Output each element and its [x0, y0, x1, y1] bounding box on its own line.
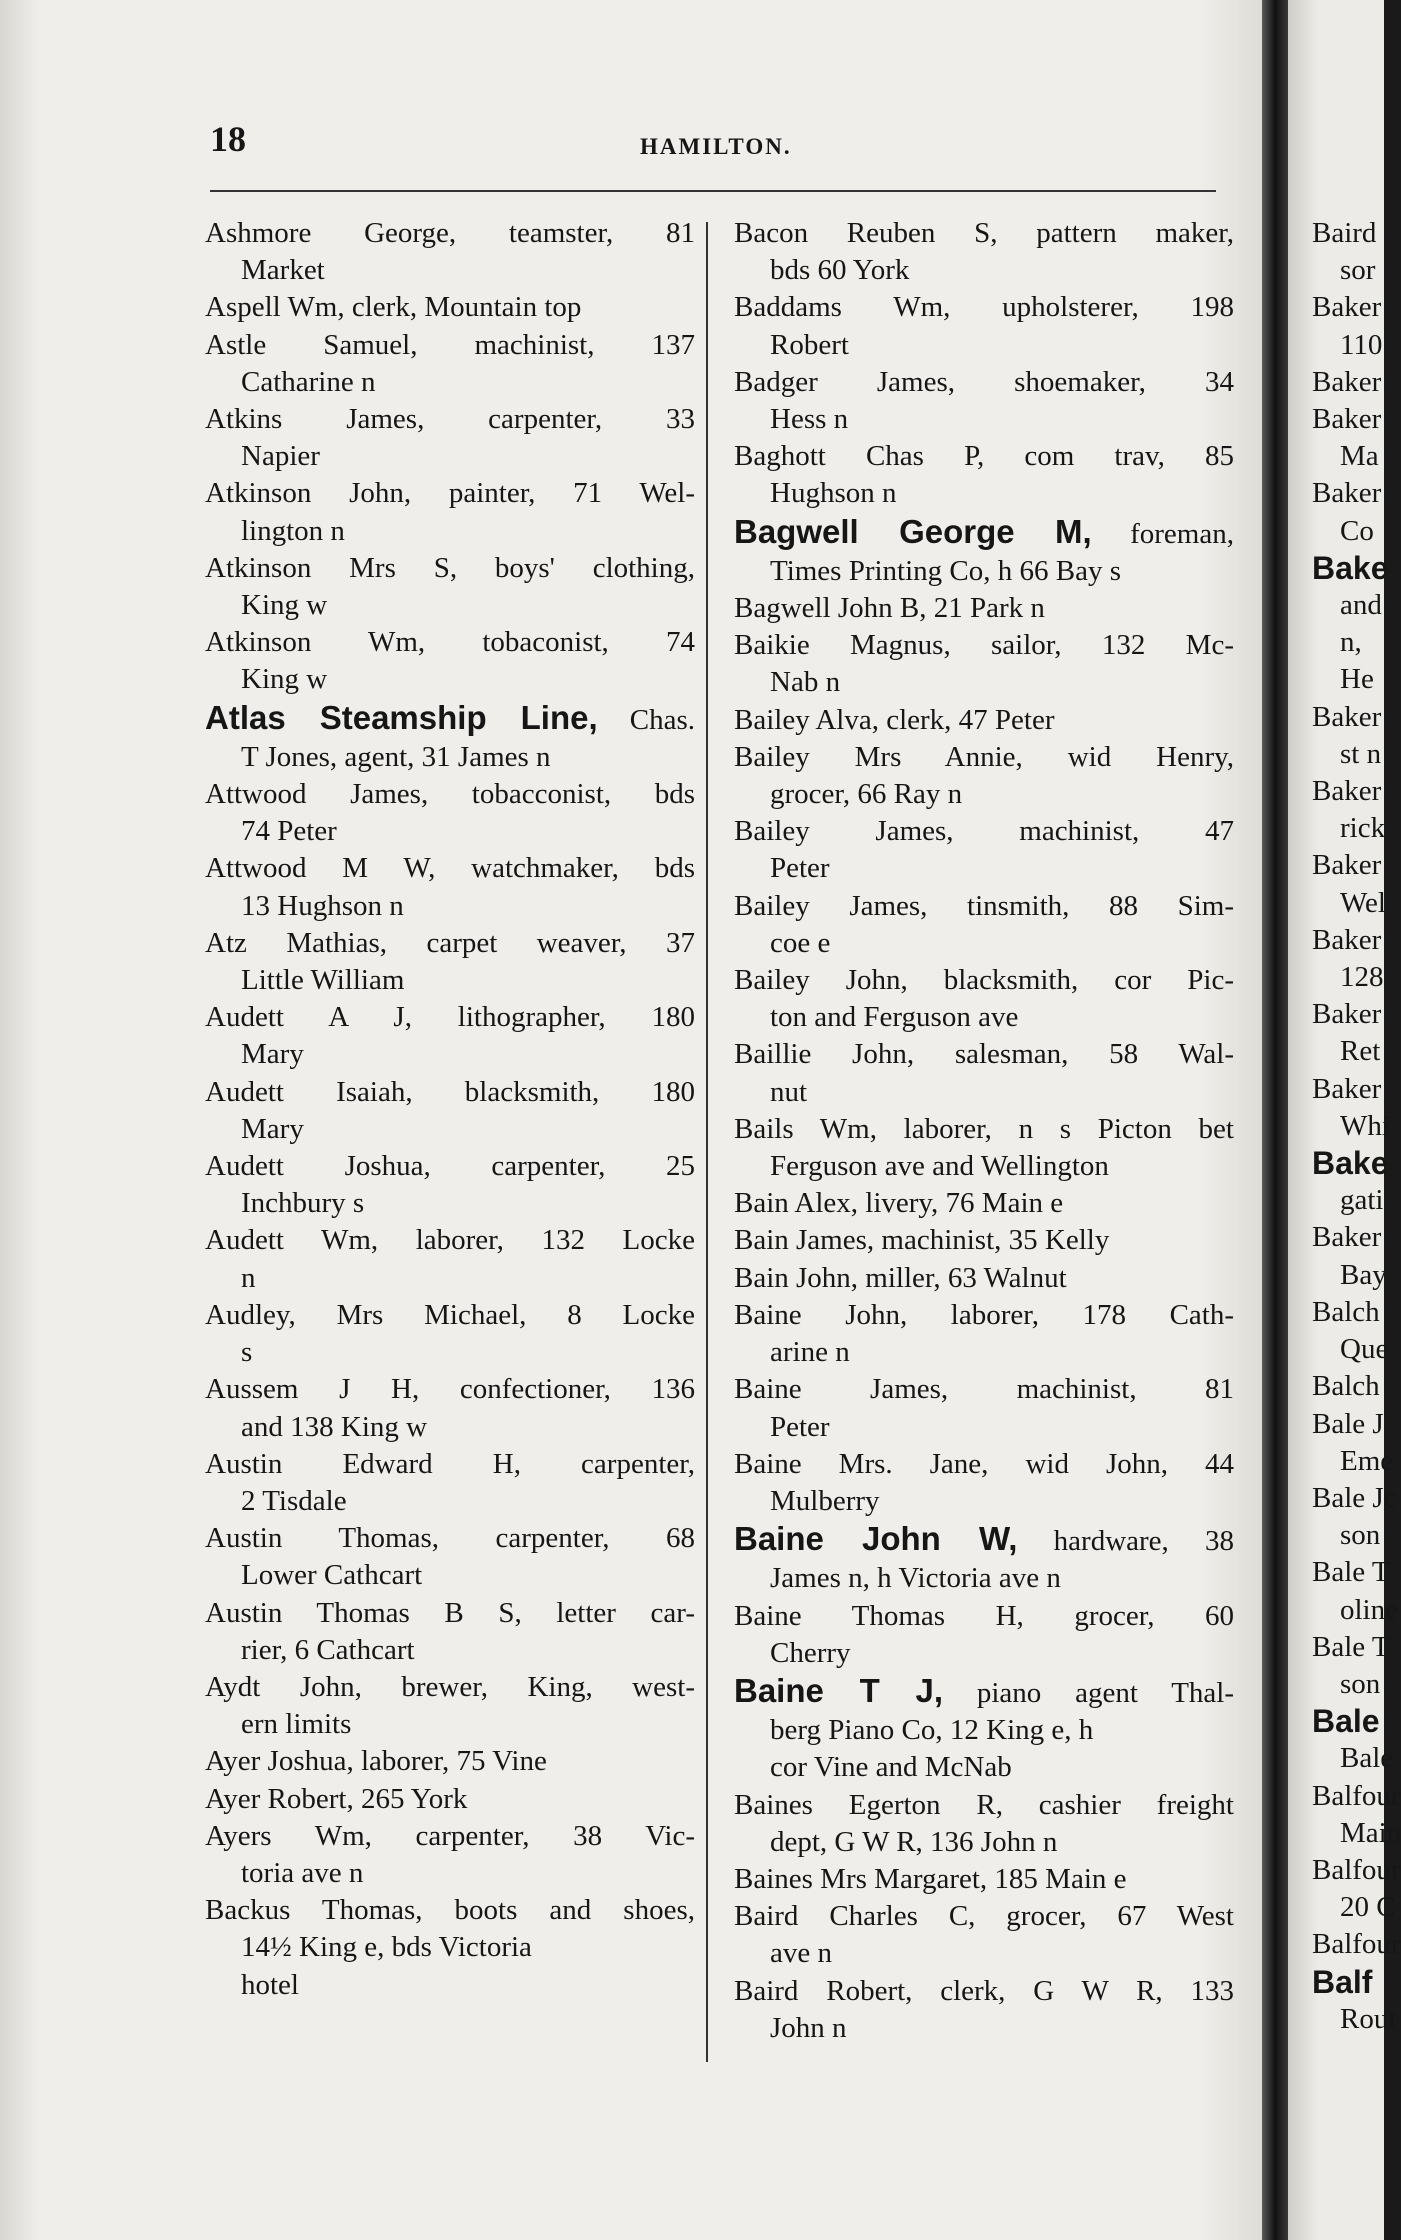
- next-page-fragment: Eme: [1340, 1444, 1394, 1477]
- entry-continuation-line: 2 Tisdale: [241, 1484, 347, 1517]
- next-page-fragment: Bale Jc: [1312, 1481, 1397, 1514]
- directory-entry: [205, 850, 695, 924]
- next-page-fragment: n,: [1340, 626, 1362, 659]
- entry-first-line: Aussem J H, confectioner, 136: [205, 1373, 695, 1406]
- next-page-fragment: Co: [1340, 514, 1374, 547]
- entry-first-line: Bailey Alva, clerk, 47 Peter: [734, 703, 1055, 736]
- directory-entry: [205, 1595, 695, 1669]
- entry-continuation-line: grocer, 66 Ray n: [770, 778, 963, 811]
- entry-continuation-line: bds 60 York: [770, 254, 910, 287]
- entry-first-line: Baird Charles C, grocer, 67 West: [734, 1900, 1234, 1933]
- directory-entry: [205, 1818, 695, 1892]
- entry-first-line: Backus Thomas, boots and shoes,: [205, 1894, 695, 1927]
- next-page-fragment: Baker: [1312, 1221, 1382, 1254]
- next-page-fragment: son: [1340, 1667, 1381, 1700]
- next-page-fragment: Rout: [1340, 2002, 1397, 2035]
- entry-continuation-line: Mary: [241, 1038, 304, 1071]
- directory-entry: [205, 289, 695, 326]
- entry-continuation-line: Robert: [770, 328, 849, 361]
- directory-entry: [734, 1787, 1234, 1861]
- entry-first-line: Atkinson Mrs S, boys' clothing,: [205, 551, 695, 584]
- entry-first-line: Atz Mathias, carpet weaver, 37: [205, 926, 695, 959]
- entry-continuation-line: Mulberry: [770, 1484, 880, 1517]
- entry-first-line: Bacon Reuben S, pattern maker,: [734, 217, 1234, 249]
- entry-first-line: Baine James, machinist, 81: [734, 1373, 1234, 1406]
- entry-first-line: Audett Wm, laborer, 132 Locke: [205, 1224, 695, 1257]
- next-page-fragment: Bale J: [1312, 1407, 1384, 1440]
- next-page-fragment: rick: [1340, 812, 1386, 845]
- entry-description: Chas.: [597, 703, 695, 736]
- next-page-fragment: Bale: [1340, 1742, 1394, 1775]
- entry-continuation-line: 13 Hughson n: [241, 889, 404, 922]
- entry-continuation-line: hotel: [241, 1968, 299, 2001]
- entry-first-line: Badger James, shoemaker, 34: [734, 365, 1234, 398]
- next-page-fragment: Wel: [1340, 886, 1386, 919]
- directory-entry: [205, 1148, 695, 1222]
- next-page-fragment: Baker: [1312, 700, 1382, 733]
- directory-entry: [205, 1074, 695, 1148]
- directory-entry: [734, 1520, 1234, 1597]
- directory-entry: [734, 702, 1234, 739]
- page-number: 18: [210, 119, 246, 159]
- directory-entry: [734, 739, 1234, 813]
- entry-continuation-line: Mary: [241, 1112, 304, 1145]
- entry-first-line: [734, 513, 1234, 553]
- entry-continuation-line: Market: [241, 254, 325, 287]
- entry-first-line: Baines Egerton R, cashier freight: [734, 1788, 1234, 1821]
- directory-entry: [205, 1297, 695, 1371]
- book-gutter: [1262, 0, 1288, 2240]
- entry-first-line: Bailey Mrs Annie, wid Henry,: [734, 740, 1234, 773]
- next-page-fragment: gati: [1340, 1184, 1384, 1217]
- entry-continuation-line: 74 Peter: [241, 815, 337, 848]
- entry-first-line: Audett Isaiah, blacksmith, 180: [205, 1075, 695, 1108]
- entry-continuation-line: John n: [770, 2011, 847, 2044]
- entry-first-line: Baikie Magnus, sailor, 132 Mc-: [734, 629, 1234, 662]
- entry-first-line: Ayer Joshua, laborer, 75 Vine: [205, 1745, 547, 1778]
- entry-continuation-line: toria ave n: [241, 1856, 364, 1889]
- entry-continuation-line: King w: [241, 663, 328, 696]
- directory-entry: [734, 1672, 1234, 1787]
- entry-first-line: [205, 699, 695, 739]
- next-page-fragment: Balch: [1312, 1295, 1380, 1328]
- entry-continuation-line: 14½ King e, bds Victoria: [241, 1931, 532, 1964]
- directory-entry: [734, 590, 1234, 627]
- entry-continuation-line: Hess n: [770, 403, 849, 436]
- header-rule: [210, 190, 1216, 192]
- entry-first-line: Baird Robert, clerk, G W R, 133: [734, 1974, 1234, 2007]
- entry-continuation-line: Peter: [770, 852, 830, 885]
- directory-entry: [734, 1446, 1234, 1520]
- directory-entry: [205, 327, 695, 401]
- directory-entry: [734, 962, 1234, 1036]
- entry-first-line: Bailey John, blacksmith, cor Pic-: [734, 964, 1234, 997]
- next-page-edge: [1288, 0, 1401, 2240]
- entry-first-line: Attwood James, tobacconist, bds: [205, 778, 695, 811]
- entry-continuation-line: Peter: [770, 1410, 830, 1443]
- directory-entry: [734, 1898, 1234, 1972]
- directory-entry: [205, 925, 695, 999]
- entry-continuation-line: ton and Ferguson ave: [770, 1001, 1019, 1034]
- directory-entry: [734, 1861, 1234, 1898]
- next-page-fragment: Baker: [1312, 998, 1382, 1031]
- directory-entry: [734, 1371, 1234, 1445]
- next-page-fragment: sor: [1340, 254, 1376, 287]
- directory-entry: [734, 1297, 1234, 1371]
- entry-continuation-line: King w: [241, 589, 328, 622]
- entry-continuation-line: ern limits: [241, 1708, 352, 1741]
- entry-continuation-line: coe e: [770, 926, 831, 959]
- next-page-fragment: He: [1340, 663, 1374, 696]
- next-page-fragment: Balf: [1312, 1963, 1373, 2000]
- directory-entry: [205, 1520, 695, 1594]
- entry-first-line: Bain John, miller, 63 Walnut: [734, 1261, 1067, 1294]
- directory-entry: [734, 438, 1234, 512]
- entry-continuation-line: Cherry: [770, 1636, 851, 1669]
- directory-entry: [734, 813, 1234, 887]
- entry-first-line: [734, 1520, 1234, 1560]
- directory-entry: [205, 1743, 695, 1780]
- next-page-fragment: 110: [1340, 328, 1383, 361]
- entry-first-line: [734, 1672, 1234, 1712]
- entry-first-line: Aydt John, brewer, King, west-: [205, 1670, 695, 1703]
- entry-first-line: Astle Samuel, machinist, 137: [205, 328, 695, 361]
- entry-first-line: Audley, Mrs Michael, 8 Locke: [205, 1298, 695, 1331]
- next-page-fragment: 20 C: [1340, 1891, 1396, 1924]
- entry-bold-name: Bagwell George M,: [734, 512, 1092, 550]
- entry-continuation-line: dept, G W R, 136 John n: [770, 1825, 1058, 1858]
- directory-entry: [205, 475, 695, 549]
- entry-first-line: Bailey James, machinist, 47: [734, 815, 1234, 848]
- entry-bold-name: Baine T J,: [734, 1671, 944, 1709]
- entry-continuation-line: Times Printing Co, h 66 Bay s: [770, 554, 1122, 587]
- next-page-fragment: Bake: [1312, 549, 1389, 586]
- next-page-fragment: Baker: [1312, 291, 1382, 324]
- entry-first-line: Bails Wm, laborer, n s Picton bet: [734, 1112, 1234, 1145]
- entry-first-line: Austin Thomas, carpenter, 68: [205, 1522, 695, 1555]
- next-page-fragment: Que: [1340, 1333, 1389, 1366]
- directory-entry: [734, 627, 1234, 701]
- next-page-fragment: st n: [1340, 737, 1382, 770]
- entry-continuation-line: Ferguson ave and Wellington: [770, 1150, 1109, 1183]
- directory-entry: [205, 699, 695, 776]
- entry-first-line: Ayers Wm, carpenter, 38 Vic-: [205, 1819, 695, 1852]
- entry-continuation-line: T Jones, agent, 31 James n: [241, 740, 551, 773]
- directory-entry: [734, 364, 1234, 438]
- directory-entry: [205, 999, 695, 1073]
- entry-first-line: Ashmore George, teamster, 81: [205, 217, 695, 249]
- directory-entry: [734, 513, 1234, 590]
- directory-entry: [734, 1222, 1234, 1259]
- directory-entry: [205, 1781, 695, 1818]
- directory-entry: [734, 1185, 1234, 1222]
- entry-continuation-line: Catharine n: [241, 365, 376, 398]
- next-page-fragment: oline: [1340, 1593, 1398, 1626]
- entry-continuation-line: nut: [770, 1075, 808, 1108]
- directory-entry: [734, 289, 1234, 363]
- directory-entry: [734, 1598, 1234, 1672]
- next-page-fragment: Baker: [1312, 849, 1382, 882]
- entry-continuation-line: Nab n: [770, 666, 841, 699]
- next-page-fragment: Baker: [1312, 923, 1382, 956]
- entry-first-line: Baine Mrs. Jane, wid John, 44: [734, 1447, 1234, 1480]
- directory-entry: [734, 215, 1234, 289]
- next-page-fragment: Bay: [1340, 1258, 1387, 1291]
- next-page-fragment: Balch: [1312, 1370, 1380, 1403]
- running-head: HAMILTON.: [640, 134, 792, 159]
- entry-first-line: Atkins James, carpenter, 33: [205, 403, 695, 436]
- next-page-fragment: Baker: [1312, 477, 1382, 510]
- entry-first-line: Baine John, laborer, 178 Cath-: [734, 1298, 1234, 1331]
- next-page-fragment: Ma: [1340, 440, 1379, 473]
- next-page-fragment: 128: [1340, 961, 1384, 994]
- entry-first-line: Baillie John, salesman, 58 Wal-: [734, 1038, 1234, 1071]
- entry-first-line: Audett A J, lithographer, 180: [205, 1001, 695, 1034]
- directory-entry: [734, 1036, 1234, 1110]
- entry-continuation-line: arine n: [770, 1336, 850, 1369]
- directory-entry: [205, 401, 695, 475]
- entry-description: foreman,: [1091, 517, 1234, 550]
- entry-continuation-line: s: [241, 1336, 253, 1369]
- entry-first-line: Baine Thomas H, grocer, 60: [734, 1599, 1234, 1632]
- entry-first-line: Audett Joshua, carpenter, 25: [205, 1150, 695, 1183]
- entry-first-line: Bain Alex, livery, 76 Main e: [734, 1187, 1064, 1220]
- entry-continuation-line: James n, h Victoria ave n: [770, 1562, 1061, 1595]
- entry-bold-name: Atlas Steamship Line,: [205, 698, 598, 736]
- entry-first-line: Bailey James, tinsmith, 88 Sim-: [734, 889, 1234, 922]
- directory-entry: [205, 1446, 695, 1520]
- entry-continuation-line: rier, 6 Cathcart: [241, 1633, 415, 1666]
- directory-entry: [205, 1371, 695, 1445]
- entry-first-line: Bain James, machinist, 35 Kelly: [734, 1224, 1110, 1257]
- directory-entry: [205, 1892, 695, 2004]
- directory-entry: [205, 624, 695, 698]
- entry-continuation-line: lington n: [241, 514, 345, 547]
- directory-entry: [205, 550, 695, 624]
- directory-entry: [205, 1222, 695, 1296]
- next-page-fragment: Main: [1340, 1816, 1401, 1849]
- entry-continuation-line: ave n: [770, 1937, 832, 1970]
- entry-first-line: Baines Mrs Margaret, 185 Main e: [734, 1862, 1127, 1895]
- entry-continuation-line: berg Piano Co, 12 King e, h: [770, 1714, 1094, 1747]
- entry-description: piano agent Thal-: [943, 1676, 1234, 1709]
- next-page-fragment: Baird: [1312, 217, 1377, 249]
- next-page-fragment: and: [1340, 589, 1382, 622]
- entry-first-line: Atkinson John, painter, 71 Wel-: [205, 477, 695, 510]
- next-page-fragment: Ret: [1340, 1035, 1381, 1068]
- directory-entry: [205, 1669, 695, 1743]
- column-divider: [706, 222, 708, 2062]
- next-page-fragment: Balfour: [1312, 1853, 1401, 1886]
- next-page-fragment: Whi: [1340, 1109, 1390, 1142]
- entry-first-line: Aspell Wm, clerk, Mountain top: [205, 291, 582, 324]
- next-page-fragment: Baker: [1312, 1072, 1382, 1105]
- next-page-column: [1312, 215, 1401, 2038]
- next-page-fragment: Balfour: [1312, 1779, 1401, 1812]
- next-page-fragment: Baker: [1312, 403, 1382, 436]
- directory-entry: [205, 215, 695, 289]
- directory-entry: [205, 776, 695, 850]
- entry-continuation-line: Lower Cathcart: [241, 1559, 423, 1592]
- entry-first-line: Bagwell John B, 21 Park n: [734, 592, 1045, 625]
- entry-first-line: Baddams Wm, upholsterer, 198: [734, 291, 1234, 324]
- next-page-fragment: Balfour: [1312, 1928, 1401, 1961]
- directory-entry: [734, 1111, 1234, 1185]
- entry-first-line: Austin Edward H, carpenter,: [205, 1447, 695, 1480]
- left-column: [205, 215, 695, 2004]
- entry-description: hardware, 38: [1017, 1525, 1234, 1558]
- entry-continuation-line: and 138 King w: [241, 1410, 428, 1443]
- entry-first-line: Baghott Chas P, com trav, 85: [734, 440, 1234, 473]
- entry-continuation-line: Inchbury s: [241, 1187, 365, 1220]
- next-page-fragment: Bale T: [1312, 1556, 1390, 1589]
- entry-continuation-line: cor Vine and McNab: [770, 1751, 1012, 1784]
- directory-entry: [734, 1973, 1234, 2047]
- next-page-fragment: Baker: [1312, 365, 1382, 398]
- entry-continuation-line: Little William: [241, 964, 405, 997]
- entry-first-line: Atkinson Wm, tobaconist, 74: [205, 626, 695, 659]
- next-page-fragment: son: [1340, 1519, 1381, 1552]
- entry-first-line: Austin Thomas B S, letter car-: [205, 1596, 695, 1629]
- entry-continuation-line: Hughson n: [770, 477, 897, 510]
- entry-continuation-line: Napier: [241, 440, 320, 473]
- directory-entry: [734, 1260, 1234, 1297]
- next-page-fragment: Baker: [1312, 775, 1382, 808]
- right-column: [734, 215, 1234, 2047]
- entry-bold-name: Baine John W,: [734, 1520, 1018, 1558]
- entry-first-line: Ayer Robert, 265 York: [205, 1782, 468, 1815]
- next-page-fragment: Bake: [1312, 1145, 1389, 1182]
- next-page-fragment: Bale: [1312, 1703, 1380, 1740]
- next-page-fragment: Bale T: [1312, 1630, 1390, 1663]
- entry-continuation-line: n: [241, 1261, 256, 1294]
- entry-first-line: Attwood M W, watchmaker, bds: [205, 852, 695, 885]
- directory-entry: [734, 888, 1234, 962]
